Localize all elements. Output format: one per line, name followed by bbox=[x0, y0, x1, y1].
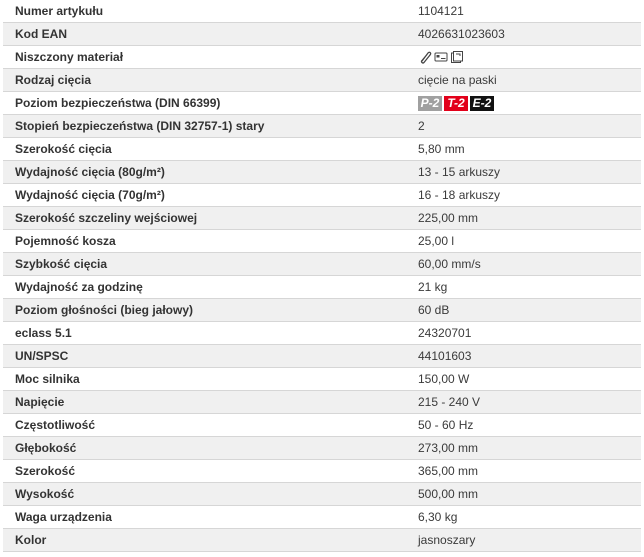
spec-row bbox=[3, 460, 641, 483]
spec-label: UN/SPSC bbox=[3, 345, 409, 368]
spec-value: 1104121 bbox=[409, 0, 641, 23]
spec-row bbox=[3, 92, 641, 115]
spec-value: 60,00 mm/s bbox=[409, 253, 641, 276]
specs-body bbox=[3, 0, 641, 552]
spec-value: 150,00 W bbox=[409, 368, 641, 391]
specs-table bbox=[3, 0, 641, 552]
spec-row bbox=[3, 69, 641, 92]
spec-value: jasnoszary bbox=[409, 529, 641, 552]
spec-row bbox=[3, 437, 641, 460]
spec-value: 44101603 bbox=[409, 345, 641, 368]
spec-label: Poziom głośności (bieg jałowy) bbox=[3, 299, 409, 322]
spec-value: cięcie na paski bbox=[409, 69, 641, 92]
spec-label: Wydajność cięcia (70g/m²) bbox=[3, 184, 409, 207]
spec-label: Głębokość bbox=[3, 437, 409, 460]
spec-value bbox=[409, 46, 641, 69]
spec-value: 6,30 kg bbox=[409, 506, 641, 529]
spec-label: Waga urządzenia bbox=[3, 506, 409, 529]
spec-row bbox=[3, 529, 641, 552]
spec-row bbox=[3, 230, 641, 253]
spec-value: 500,00 mm bbox=[409, 483, 641, 506]
spec-label: Kolor bbox=[3, 529, 409, 552]
staple-icon bbox=[450, 50, 464, 64]
spec-label: Moc silnika bbox=[3, 368, 409, 391]
spec-label: Poziom bezpieczeństwa (DIN 66399) bbox=[3, 92, 409, 115]
spec-row bbox=[3, 322, 641, 345]
spec-value: 25,00 l bbox=[409, 230, 641, 253]
spec-value: 16 - 18 arkuszy bbox=[409, 184, 641, 207]
material-icons bbox=[418, 50, 464, 64]
spec-label: Pojemność kosza bbox=[3, 230, 409, 253]
spec-row bbox=[3, 483, 641, 506]
spec-label: Wydajność za godzinę bbox=[3, 276, 409, 299]
spec-label: Rodzaj cięcia bbox=[3, 69, 409, 92]
spec-value: 2 bbox=[409, 115, 641, 138]
spec-label: Numer artykułu bbox=[3, 0, 409, 23]
spec-label: Wysokość bbox=[3, 483, 409, 506]
spec-row bbox=[3, 345, 641, 368]
spec-value: 13 - 15 arkuszy bbox=[409, 161, 641, 184]
spec-row bbox=[3, 276, 641, 299]
spec-label: eclass 5.1 bbox=[3, 322, 409, 345]
spec-row bbox=[3, 0, 641, 23]
spec-row bbox=[3, 414, 641, 437]
spec-label: Napięcie bbox=[3, 391, 409, 414]
security-level-badge: T-2 bbox=[444, 96, 468, 111]
spec-value: 24320701 bbox=[409, 322, 641, 345]
spec-row bbox=[3, 506, 641, 529]
spec-row bbox=[3, 253, 641, 276]
spec-label: Szerokość szczeliny wejściowej bbox=[3, 207, 409, 230]
spec-label: Częstotliwość bbox=[3, 414, 409, 437]
spec-label: Szerokość cięcia bbox=[3, 138, 409, 161]
spec-value: 60 dB bbox=[409, 299, 641, 322]
spec-value: 4026631023603 bbox=[409, 23, 641, 46]
spec-label: Szybkość cięcia bbox=[3, 253, 409, 276]
spec-row bbox=[3, 368, 641, 391]
security-level-badge: P-2 bbox=[418, 96, 442, 111]
spec-value: 273,00 mm bbox=[409, 437, 641, 460]
spec-value: 5,80 mm bbox=[409, 138, 641, 161]
card-icon bbox=[434, 51, 448, 63]
spec-row bbox=[3, 138, 641, 161]
spec-row bbox=[3, 46, 641, 69]
spec-value: 365,00 mm bbox=[409, 460, 641, 483]
spec-row bbox=[3, 115, 641, 138]
spec-row bbox=[3, 207, 641, 230]
security-levels bbox=[418, 96, 494, 111]
spec-label: Szerokość bbox=[3, 460, 409, 483]
spec-value: 225,00 mm bbox=[409, 207, 641, 230]
spec-value: 21 kg bbox=[409, 276, 641, 299]
spec-row bbox=[3, 23, 641, 46]
spec-label: Kod EAN bbox=[3, 23, 409, 46]
spec-label: Wydajność cięcia (80g/m²) bbox=[3, 161, 409, 184]
spec-label: Stopień bezpieczeństwa (DIN 32757-1) stary bbox=[3, 115, 409, 138]
spec-row bbox=[3, 161, 641, 184]
spec-value bbox=[409, 92, 641, 115]
spec-row bbox=[3, 184, 641, 207]
spec-value: 50 - 60 Hz bbox=[409, 414, 641, 437]
spec-value: 215 - 240 V bbox=[409, 391, 641, 414]
spec-label: Niszczony materiał bbox=[3, 46, 409, 69]
paper-clip-icon bbox=[418, 50, 432, 64]
spec-row bbox=[3, 391, 641, 414]
security-level-badge: E-2 bbox=[470, 96, 494, 111]
spec-row bbox=[3, 299, 641, 322]
